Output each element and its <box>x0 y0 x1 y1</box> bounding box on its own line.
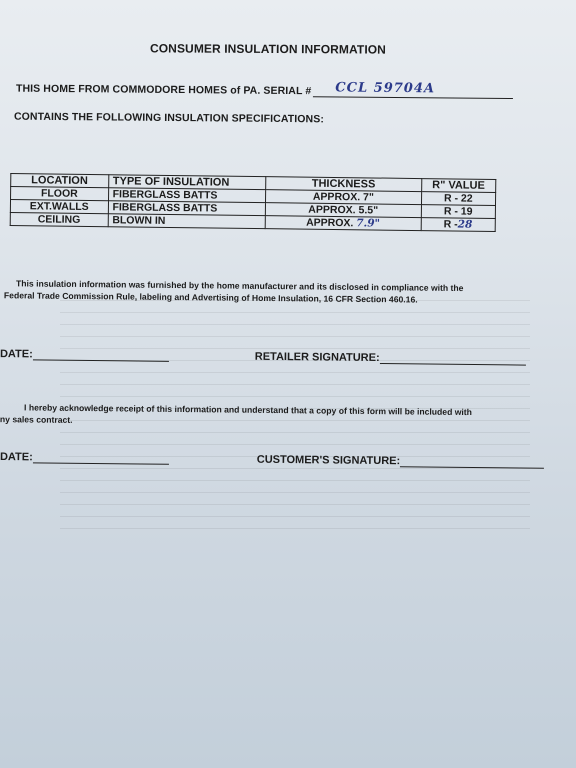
cell-type: FIBERGLASS BATTS <box>108 201 266 216</box>
header-location: LOCATION <box>11 174 109 188</box>
serial-value: CCL 59704A <box>335 80 436 97</box>
customer-signature-row <box>0 450 572 469</box>
serial-field <box>313 82 513 99</box>
header-type: TYPE OF INSULATION <box>108 175 266 190</box>
date-label: DATE: <box>0 451 33 464</box>
ack-line-1: I hereby acknowledge receipt of this information and understand that a copy of this form will be included with <box>24 402 472 418</box>
retailer-signature-field[interactable] <box>380 351 526 366</box>
cell-r-value: R - 19 <box>421 205 496 219</box>
retailer-signature-label: RETAILER SIGNATURE: <box>254 350 380 365</box>
date-label: DATE: <box>0 348 33 361</box>
cell-location: FLOOR <box>11 187 109 201</box>
cell-thickness: APPROX. 5.5" <box>265 203 421 218</box>
header-r-value: R" VALUE <box>421 179 496 193</box>
cell-location: CEILING <box>10 213 108 227</box>
serial-line <box>16 80 556 100</box>
disclosure-line-2: Federal Trade Commission Rule, labeling and Advertising of Home Insulation, 16 CFR Section 460.16. <box>3 290 418 305</box>
date-field[interactable] <box>33 450 169 464</box>
header-thickness: THICKNESS <box>266 177 422 192</box>
r-prefix: R - <box>443 218 458 231</box>
disclosure-paragraph <box>4 277 534 307</box>
cell-r-value <box>421 218 496 232</box>
retailer-signature-row <box>0 347 560 366</box>
thickness-handwritten: 7.9" <box>356 217 381 230</box>
cell-type: FIBERGLASS BATTS <box>108 188 266 203</box>
r-handwritten: 28 <box>457 218 473 231</box>
ack-line-2: ny sales contract. <box>0 414 73 425</box>
acknowledgement-paragraph <box>0 401 545 431</box>
customer-signature-field[interactable] <box>400 454 544 469</box>
cell-location: EXT.WALLS <box>10 200 108 214</box>
cell-thickness <box>265 216 421 231</box>
cell-r-value: R - 22 <box>421 192 496 206</box>
insulation-table <box>10 173 497 232</box>
customer-signature-label: CUSTOMER'S SIGNATURE: <box>256 453 401 468</box>
disclosure-line-1: This insulation information was furnished by the home manufacturer and its disclosed in compliance with the <box>16 278 464 294</box>
cell-thickness: APPROX. 7" <box>266 190 422 205</box>
cell-type: BLOWN IN <box>108 214 266 229</box>
page-title: CONSUMER INSULATION INFORMATION <box>149 41 387 57</box>
serial-prefix: THIS HOME FROM COMMODORE HOMES of PA. SERIAL # <box>15 82 312 98</box>
thickness-prefix: APPROX. <box>306 216 354 230</box>
date-field[interactable] <box>33 347 169 361</box>
contains-line: CONTAINS THE FOLLOWING INSULATION SPECIFICATIONS: <box>13 110 325 126</box>
